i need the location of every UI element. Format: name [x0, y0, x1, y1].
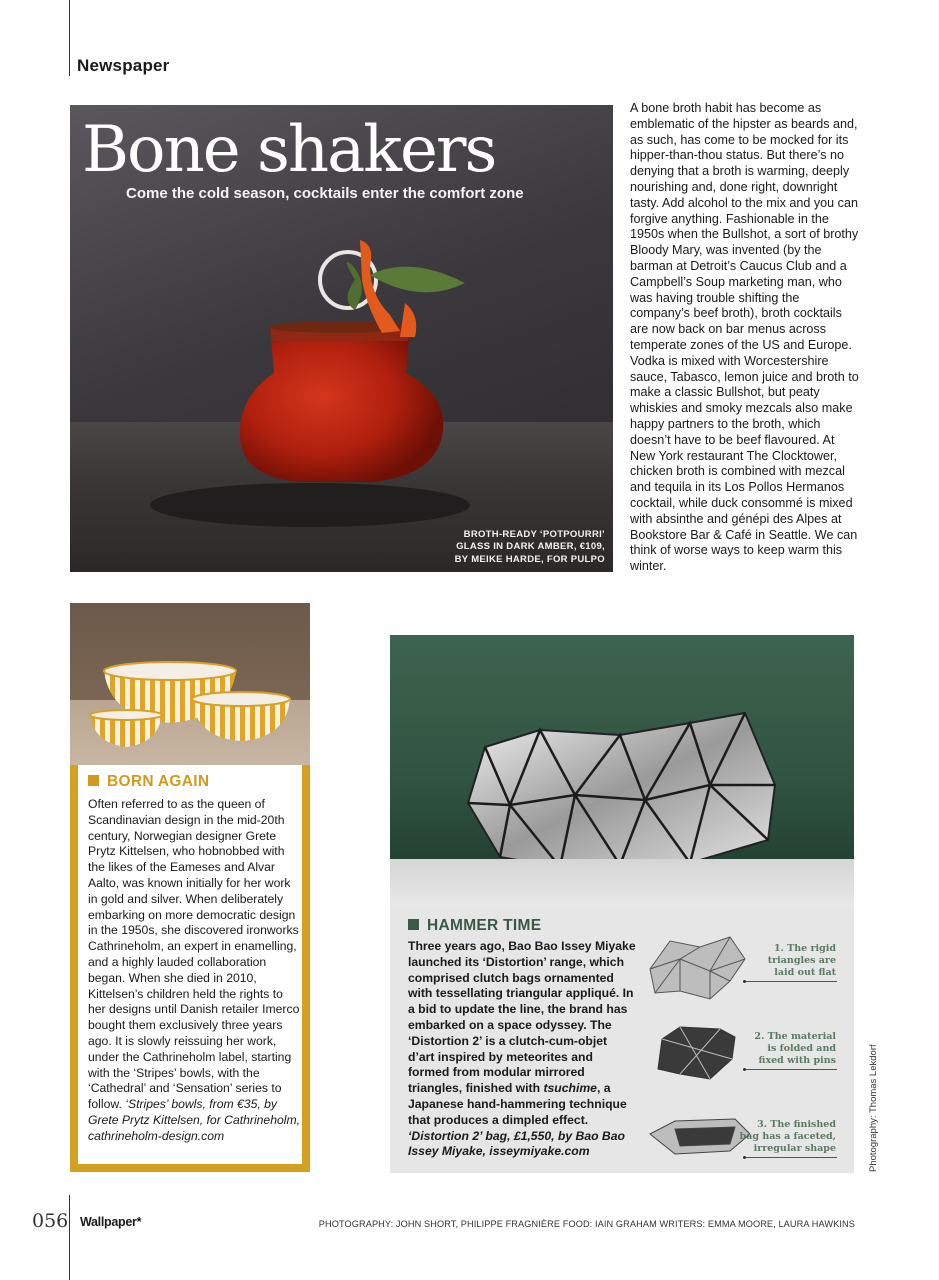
step-1-dot: [743, 980, 746, 983]
top-margin-rule: [69, 0, 70, 76]
step-line-text: triangles are: [767, 955, 836, 966]
hammer-time-text: Three years ago, Bao Bao Issey Miyake launched its ‘Distortion’ range, which comprised clutch bags ornamented with tessellating triangular appliqué. In a bid to update the line, the brand has embarked on a space odyssey. The ‘Distortion 2’ is a clutch-cum-objet d’art inspired by meteorites and formed from modular mirrored triangles, finished with: [408, 939, 636, 1096]
step-1-leader: [745, 981, 837, 982]
hammer-time-credit: ‘Distortion 2’ bag, £1,550, by Bao Bao Issey Miyake, isseymiyake.com: [408, 1128, 625, 1159]
step-line-text: is folded and: [767, 1043, 836, 1054]
step-line-text: 1. The rigid: [773, 943, 836, 954]
section-label: Newspaper: [77, 56, 170, 75]
photo-credit-vertical: Photography: Thomas Lekdorf: [868, 1044, 879, 1172]
square-bullet-icon: [88, 775, 99, 786]
step-2-label: [730, 1031, 836, 1067]
hero-photo: [70, 105, 613, 572]
stripes-bowls-illustration: [70, 603, 310, 765]
hero-subtitle: Come the cold season, cocktails enter the comfort zone: [126, 185, 524, 202]
hammer-time-heading-text: HAMMER TIME: [427, 917, 542, 934]
hammer-time-term: tsuchime: [543, 1081, 597, 1096]
photo-floor: [390, 859, 854, 907]
born-again-panel: [70, 765, 310, 1172]
hero-caption-line: BY MEIKE HARDE, FOR PULPO: [454, 553, 605, 565]
step-3-dot: [743, 1156, 746, 1159]
born-again-heading-text: BORN AGAIN: [107, 773, 210, 790]
bottom-margin-rule: [69, 1195, 70, 1280]
step-2-dot: [743, 1068, 746, 1071]
step-folded-icon: [658, 1027, 735, 1079]
hammer-time-panel: [390, 907, 854, 1173]
square-bullet-icon: [408, 919, 419, 930]
footer-credits: PHOTOGRAPHY: JOHN SHORT, PHILIPPE FRAGNIÈRE FOOD: IAIN GRAHAM WRITERS: EMMA MOORE, LAURA HAWKINS: [318, 1219, 855, 1229]
page-number: 056: [32, 1210, 69, 1232]
magazine-name: Wallpaper*: [80, 1215, 142, 1229]
distortion-bag-photo: [390, 635, 854, 907]
hammer-time-body: [408, 939, 636, 1160]
born-again-credit: ‘Stripes’ bowls, from €35, by Grete Prytz Kittelsen, for Cathrineholm, cathrineholm-design.com: [88, 1097, 301, 1143]
hero-caption-line: GLASS IN DARK AMBER, €109,: [456, 541, 605, 552]
step-line-text: fixed with pins: [758, 1055, 836, 1066]
step-line-text: laid out flat: [774, 967, 836, 978]
step-line-text: irregular shape: [753, 1143, 836, 1154]
stripes-bowls-photo: [70, 603, 310, 765]
main-article-text: A bone broth habit has become as emblematic of the hipster as beards and, as such, has come to be mocked for its hipper-than-thou status. But there’s no denying that a broth is warming, deeply nourishing and, done right, downright tasty. Add alcohol to the mix and you can forgive anything. Fashionable in the 1950s when the Bullshot, a sort of brothy Bloody Mary, was invented (by the barman at Detroit’s Caucus Club and a Campbell’s Soup marketing man, who was having trouble shifting the company’s beef broth), broth cocktails are now back on bar menus across temperate zones of the US and Europe. Vodka is mixed with Worcestershire sauce, Tabasco, lemon juice and broth to make a classic Bullshot, but peaty whiskies and smoky mezcals also make happy partners to the broth, which doesn’t have to be beef flavoured. At New York restaurant The Clocktower, chicken broth is combined with mezcal and tequila in its Los Pollos Hermanos cocktail, while duck consommé is mixed with absinthe and génépi des Alpes at Bookstore Bar & Café in Seattle. We can think of worse ways to keep warm this winter.: [630, 101, 859, 574]
step-3-leader: [745, 1157, 837, 1158]
hero-caption: [455, 529, 605, 567]
step-1-label: [730, 943, 836, 979]
born-again-text: Often referred to as the queen of Scandinavian design in the mid-20th century, Norwegian designer Grete Prytz Kittelsen, who hobnobbed with the likes of the Eameses and Alvar Aalto, was known initially for her work in gold and silver. When deliberately embarking on more democratic design in the 1950s, she discovered ironworks Cathrineholm, an expert in enamelling, and a highly lauded collaboration began. When she died in 2010, Kittelsen’s children held the rights to her designs until Danish retailer Imerco bought them exclusively three years ago. It is slowly reissuing her work, under the Cathrineholm label, starting with the ‘Stripes’ bowls, with the ‘Cathedral’ and ‘Sensation’ series to follow.: [88, 797, 300, 1112]
hammer-time-heading: [408, 917, 541, 935]
step-line-text: bag has a faceted,: [739, 1131, 836, 1142]
born-again-inner: [78, 765, 302, 1164]
step-3-label: [730, 1119, 836, 1155]
hero-title: Bone shakers: [82, 113, 496, 187]
step-2-leader: [745, 1069, 837, 1070]
step-line-text: 3. The finished: [757, 1119, 836, 1130]
step-line-text: 2. The material: [754, 1031, 836, 1042]
hammer-time-text-end: , a Japanese hand-hammering technique that produces a dimpled effect.: [408, 1081, 627, 1127]
hero-caption-line: BROTH-READY ‘POTPOURRI’: [463, 528, 605, 540]
born-again-body: [88, 797, 300, 1145]
born-again-heading: [88, 773, 209, 791]
